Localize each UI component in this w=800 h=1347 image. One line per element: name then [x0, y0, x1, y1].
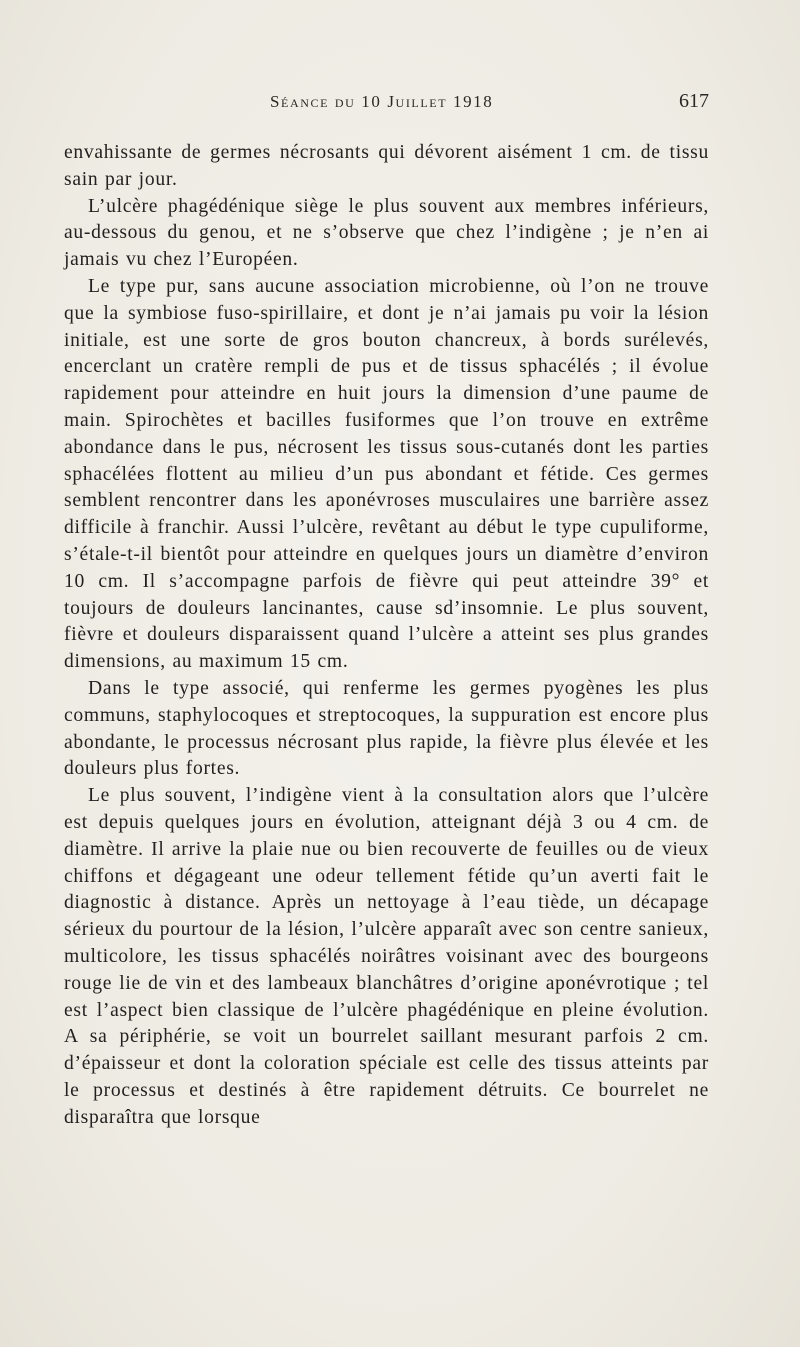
paragraph: Le plus souvent, l’indigène vient à la consultation alors que l’ulcère est depuis quelques jours en évolution, atteignant déjà 3 ou 4 cm. de diamètre. Il arrive la plaie nue ou bien recouverte de feuilles ou de vieux chiffons et dégageant une odeur tellement fétide qu’un averti fait le diagnostic à distance. Après un nettoyage à l’eau tiède, un décapage sérieux du pourtour de la lésion, l’ulcère apparaît avec son centre sanieux, multicolore, les tissus sphacélés noirâtres voisinant avec des bourgeons rouge lie de vin et des lambeaux blanchâtres d’origine aponévrotique ; tel est l’aspect bien classique de l’ulcère phagédénique en pleine évolution. A sa périphérie, se voit un bourrelet saillant mesurant parfois 2 cm. d’épaisseur et dont la coloration spéciale est celle des tissus atteints par le processus et destinés à être rapidement détruits. Ce bourrelet ne disparaîtra que lorsque — [64, 785, 709, 1128]
body-text — [64, 140, 709, 1131]
paragraph: Dans le type associé, qui renferme les germes pyogènes les plus communs, staphylocoques et streptocoques, la suppuration est encore plus abondante, le processus nécrosant plus rapide, la fièvre plus élevée et les douleurs plus fortes. — [64, 677, 709, 780]
paragraph: L’ulcère phagédénique siège le plus souvent aux membres inférieurs, au-dessous du genou, et ne s’observe que chez l’indigène ; je n’en ai jamais vu chez l’Européen. — [64, 195, 709, 271]
running-title: Séance du 10 Juillet 1918 — [270, 92, 494, 111]
page-number: 617 — [679, 90, 709, 112]
paragraph-continued: envahissante de germes nécrosants qui dévorent aisément 1 cm. de tissu sain par jour. — [64, 142, 709, 190]
paragraph: Le type pur, sans aucune association microbienne, où l’on ne trouve que la symbiose fuso-spirillaire, et dont je n’ai jamais pu voir la lésion initiale, est une sorte de gros bouton chancreux, à bords surélevés, encerclant un cratère rempli de pus et de tissus sphacélés ; il évolue rapidement pour atteindre en huit jours la dimension d’une paume de main. Spirochètes et bacilles fusiformes que l’on trouve en extrême abondance dans le pus, nécrosent les tissus sous-cutanés dont les parties sphacélées flottent au milieu d’un pus abondant et fétide. Ces germes semblent rencontrer dans les aponévroses musculaires une barrière assez difficile à franchir. Aussi l’ulcère, revêtant au début le type cupuliforme, s’étale-t-il bientôt pour atteindre en quelques jours un diamètre d’environ 10 cm. Il s’accompagne parfois de fièvre qui peut atteindre 39° et toujours de douleurs lancinantes, cause sd’insomnie. Le plus souvent, fièvre et douleurs disparaissent quand l’ulcère a atteint ses plus grandes dimensions, au maximum 15 cm. — [64, 275, 709, 673]
page-header — [64, 88, 709, 116]
